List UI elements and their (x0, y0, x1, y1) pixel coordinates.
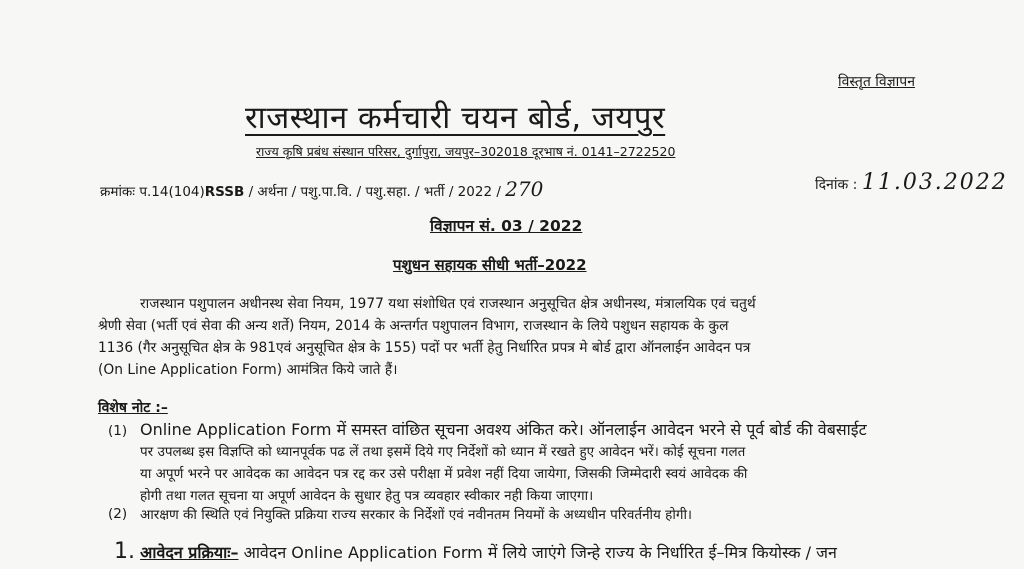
section-1-number: 1. (114, 539, 135, 564)
special-note-heading: विशेष नोट :– (98, 400, 168, 416)
handwritten-number: 270 (505, 177, 544, 201)
note-1 (140, 419, 867, 507)
note-1-line: या अपूर्ण भरने पर आवेदक का आवेदन पत्र रद्द कर उसे परीक्षा में प्रवेश नहीं दिया जायेगा, जिसकी जिम्मेदारी स्वयं आवेदक की (140, 466, 748, 482)
section-1-text: आवेदन Online Application Form में लिये जाएंगे जिन्हे राज्य के निर्धारित ई–मित्र कियोस्क / जन (238, 543, 837, 562)
note-1-line: पर उपलब्ध इस विज्ञप्ति को ध्यानपूर्वक पढ लें तथा इसमें दिये गए निर्देशों को ध्यान में रखते हुए आवेदन भरें। कोई सूचना गलत (140, 444, 746, 460)
note-1-number: (1) (108, 423, 128, 439)
reference-org: RSSB (204, 184, 245, 200)
board-address: राज्य कृषि प्रबंध संस्थान परिसर, दुर्गापुरा, जयपुर–302018 दूरभाष नं. 0141–2722520 (256, 144, 676, 159)
note-1-line: होगी तथा गलत सूचना या अपूर्ण आवेदन के सुधार हेतु पत्र व्यवहार स्वीकार नही किया जाएगा। (140, 488, 594, 504)
section-1 (114, 539, 837, 564)
issue-date (815, 170, 1008, 195)
detailed-advertisement-tag: विस्तृत विज्ञापन (838, 74, 915, 90)
note-2-number: (2) (108, 506, 128, 522)
handwritten-date: 11.03.2022 (861, 170, 1008, 195)
intro-line: श्रेणी सेवा (भर्ती एवं सेवा की अन्य शर्ते) नियम, 2014 के अन्तर्गत पशुपालन विभाग, राजस्थान के लिये पशुधन सहायक के कुल (98, 318, 729, 334)
date-label: दिनांक : (815, 177, 862, 193)
reference-number (100, 177, 543, 201)
intro-line: 1136 (गैर अनुसूचित क्षेत्र के 981एवं अनुसूचित क्षेत्र के 155) पदों पर भर्ती हेतु निर्धारित प्रपत्र मे बोर्ड द्वारा ऑनलाईन आवेदन पत्र (98, 340, 751, 356)
intro-line: राजस्थान पशुपालन अधीनस्थ सेवा नियम, 1977 यथा संशोधित एवं राजस्थान अनुसूचित क्षेत्र अधीनस्थ, मंत्रालयिक एवं चतुर्थ (140, 296, 756, 312)
note-2: आरक्षण की स्थिति एवं नियुक्ति प्रक्रिया राज्य सरकार के निर्देशों एवं नवीनतम नियमों के अध्यधीन परिवर्तनीय होगी। (140, 507, 693, 523)
note-1-line: Online Application Form में समस्त वांछित सूचना अवश्य अंकित करे। ऑनलाईन आवेदन भरने से पूर्व बोर्ड की वेबसाईट (140, 420, 867, 439)
board-title: राजस्थान कर्मचारी चयन बोर्ड, जयपुर (245, 100, 666, 136)
section-1-heading: आवेदन प्रक्रियाः– (140, 543, 239, 562)
reference-path: / अर्थना / पशु.पा.वि. / पशु.सहा. / भर्ती / 2022 / (244, 184, 506, 200)
advertisement-number: विज्ञापन सं. 03 / 2022 (430, 217, 583, 235)
advertisement-subject: पशुधन सहायक सीधी भर्ती–2022 (393, 256, 587, 274)
intro-line: (On Line Application Form) आमंत्रित किये जाते हैं। (98, 362, 398, 378)
reference-prefix: क्रमांकः प.14(104) (100, 184, 205, 200)
intro-paragraph (98, 293, 946, 381)
